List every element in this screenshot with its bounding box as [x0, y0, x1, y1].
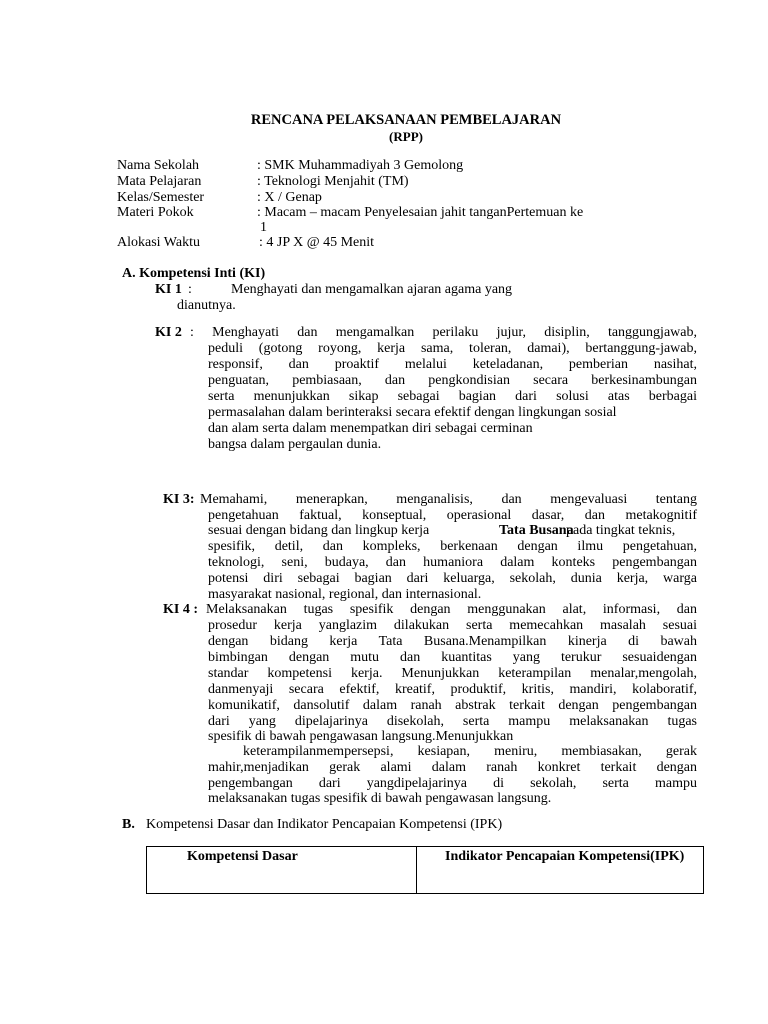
ki4-text-line: prosedur kerja yanglazim dilakukan serta memecahkan masalah sesuai [208, 618, 697, 633]
table-header-ipk: Indikator Pencapaian Kompetensi(IPK) [417, 847, 704, 894]
ki4-text-line: pengembangan dari yangdipelajarinya di sekolah, serta mampu [208, 776, 697, 791]
school-label: Nama Sekolah [117, 158, 200, 173]
ki2-label: KI 2 [155, 325, 182, 340]
subject-value: : Teknologi Menjahit (TM) [257, 174, 409, 189]
ki1-text-line: Menghayati dan mengamalkan ajaran agama yang [231, 282, 513, 297]
ki3-text-line: Memahami, menerapkan, menganalisis, dan mengevaluasi tentang [200, 492, 697, 507]
ki4-text-line: dari yang dipelajarinya disekolah, serta mampu melaksanakan tugas [208, 714, 697, 729]
ki4-text-line: keterampilanmempersepsi, kesiapan, meniru, membiasakan, gerak [243, 744, 697, 759]
topic-label: Materi Pokok [117, 205, 194, 220]
ki4-text-line: spesifik di bawah pengawasan langsung.Menunjukkan [208, 729, 514, 744]
section-a-heading: A. Kompetensi Inti (KI) [122, 266, 266, 281]
subject-label: Mata Pelajaran [117, 174, 202, 189]
section-b-letter: B. [122, 817, 135, 832]
ki4-text-line: Melaksanakan tugas spesifik dengan menggunakan alat, informasi, dan [206, 602, 697, 617]
time-label: Alokasi Waktu [117, 235, 200, 250]
ki4-text-line: standar kompetensi kerja. Menunjukkan keterampilan menalar,mengolah, [208, 666, 697, 681]
ki3-text-line: sesuai dengan bidang dan lingkup kerja [208, 523, 430, 538]
ki3-text-line: spesifik, detil, dan kompleks, berkenaan dengan ilmu pengetahuan, [208, 539, 697, 554]
ki3-text-line: pada tingkat teknis, [566, 523, 676, 538]
topic-value: : Macam – macam Penyelesaian jahit tanganPertemuan ke [257, 205, 584, 220]
ki4-label: KI 4 : [163, 602, 198, 617]
time-value: : 4 JP X @ 45 Menit [259, 235, 375, 250]
ki1-colon: : [188, 282, 192, 297]
class-label: Kelas/Semester [117, 190, 205, 205]
section-b-heading: Kompetensi Dasar dan Indikator Pencapaian Kompetensi (IPK) [146, 817, 503, 832]
ki3-label: KI 3: [163, 492, 195, 507]
ki2-text-line: responsif, dan proaktif melalui keteladanan, pemberian nasihat, [208, 357, 697, 372]
ki2-text-line: peduli (gotong royong, kerja sama, toleran, damai), bertanggung-jawab, [208, 341, 697, 356]
document-title: RENCANA PELAKSANAAN PEMBELAJARAN [250, 112, 562, 128]
ki4-text-line: komunikatif, dansolutif dalam ranah abstrak terkait dengan pengembangan [208, 698, 697, 713]
class-value: : X / Genap [257, 190, 322, 205]
ki2-text-line: penguatan, pembiasaan, dan pengkondisian secara berkesinambungan [208, 373, 697, 388]
table-header-row [147, 847, 704, 894]
ki1-label: KI 1 [155, 282, 182, 297]
ki4-text-line: dengan bidang kerja Tata Busana.Menampilkan kinerja di bawah [208, 634, 697, 649]
school-value: : SMK Muhammadiyah 3 Gemolong [257, 158, 464, 173]
ki2-text-line: bangsa dalam pergaulan dunia. [208, 437, 382, 452]
ki4-text-line: danmenyaji secara efektif, kreatif, produktif, kritis, mandiri, kolaboratif, [208, 682, 697, 697]
ki4-text-line: bimbingan dengan mutu dan kuantitas yang terukur sesuaidengan [208, 650, 697, 665]
ki2-text-line: : Menghayati dan mengamalkan perilaku jujur, disiplin, tanggungjawab, [190, 325, 697, 340]
ki2-text-line: permasalahan dalam berinteraksi secara efektif dengan lingkungan sosial [208, 405, 617, 420]
ki2-text-line: dan alam serta dalam menempatkan diri sebagai cerminan [208, 421, 533, 436]
topic-value-cont: 1 [260, 220, 267, 235]
ki4-text-line: mahir,menjadikan gerak alami dalam ranah konkret terkait dengan [208, 760, 697, 775]
ki3-text-line: teknologi, seni, budaya, dan humaniora dalam konteks pengembangan [208, 555, 697, 570]
ki3-text-line: pengetahuan faktual, konseptual, operasional dasar, dan metakognitif [208, 508, 697, 523]
table-header-kd: Kompetensi Dasar [147, 847, 417, 894]
ki1-text-line: dianutnya. [177, 298, 236, 313]
competency-table [146, 846, 704, 894]
ki2-text-line: serta menunjukkan sikap sebagai bagian dari solusi atas berbagai [208, 389, 697, 404]
ki3-text-line: potensi diri sebagai bagian dari keluarga, sekolah, dunia kerja, warga [208, 571, 697, 586]
ki3-emphasis: Tata Busana [499, 523, 574, 538]
ki3-text-line: masyarakat nasional, regional, dan internasional. [208, 587, 482, 602]
ki4-text-line: melaksanakan tugas spesifik di bawah pengawasan langsung. [208, 791, 552, 806]
document-subtitle: (RPP) [389, 129, 423, 144]
